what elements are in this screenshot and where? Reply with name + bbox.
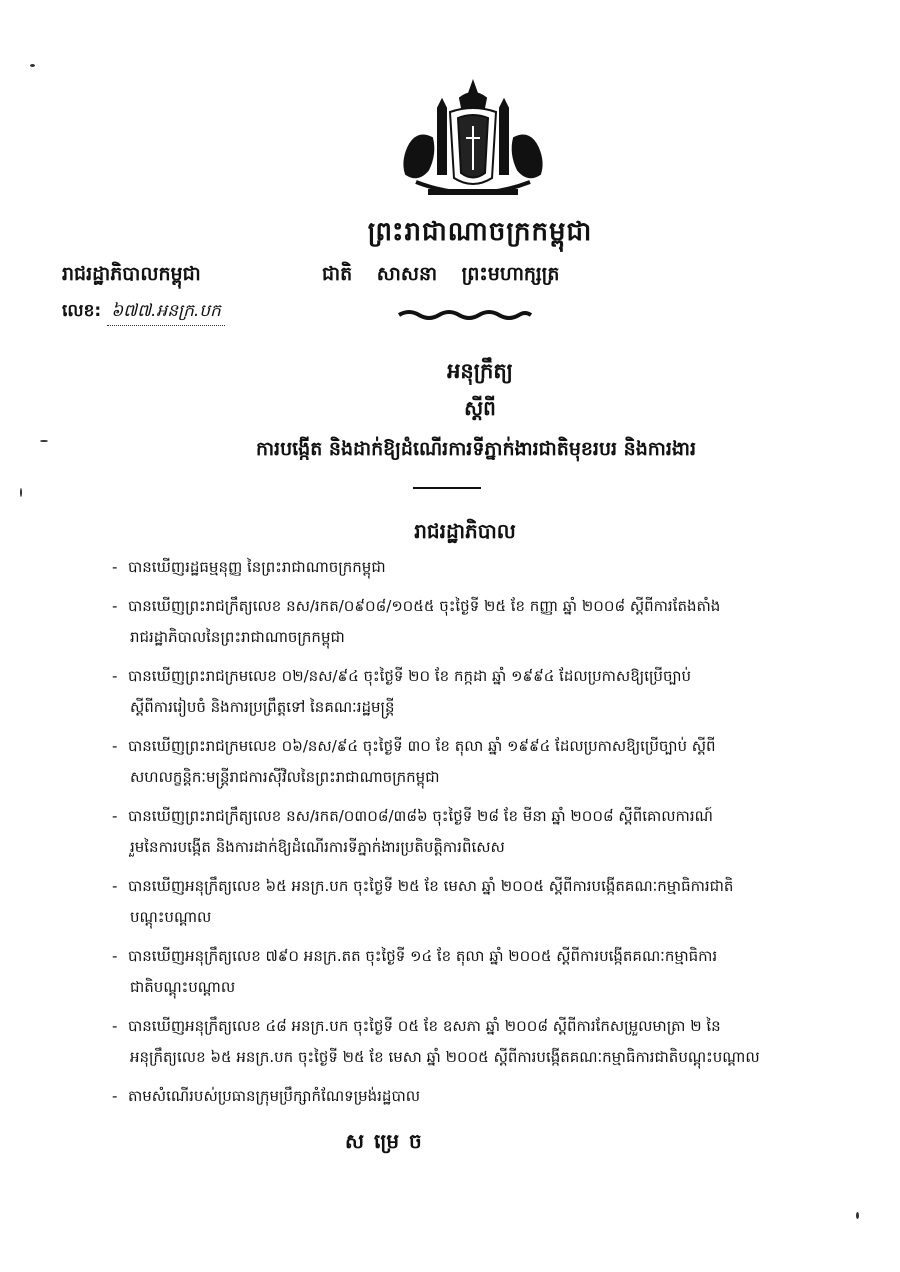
authority-heading: រាជរដ្ឋាភិបាល	[414, 519, 516, 543]
list-item-continuation: រួមនៃការបង្កើត និងការដាក់ឱ្យដំណើរការទីភ្នាក់ងារប្រតិបត្តិការពិសេស	[130, 838, 505, 856]
document-type: អនុក្រឹត្យ	[447, 359, 513, 383]
about-label: ស្តីពី	[464, 396, 496, 420]
scan-speck	[20, 488, 22, 497]
scan-speck	[40, 440, 48, 442]
document-subject: ការបង្កើត និងដាក់ឱ្យដំណើរការទីភ្នាក់ងារជាតិមុខរបរ និងការងារ	[255, 438, 697, 460]
royal-coat-of-arms-icon	[388, 78, 558, 210]
list-dash: -	[112, 1087, 118, 1105]
list-item	[112, 801, 882, 863]
title-divider	[413, 487, 481, 489]
considerations-list	[112, 552, 882, 1120]
list-item-continuation: ជាតិបណ្តុះបណ្តាល	[130, 978, 236, 996]
list-item	[112, 552, 882, 583]
list-item-continuation: សហលក្ខន្តិកៈមន្ត្រីរាជការស៊ីវិលនៃព្រះរាជាណាចក្រកម្ពុជា	[130, 768, 440, 786]
ornament-divider-icon	[395, 308, 535, 322]
list-item-text: តាមសំណើរបស់ប្រធានក្រុមប្រឹក្សាកំណែទម្រង់រដ្ឋបាល	[128, 1087, 421, 1105]
list-item	[112, 871, 882, 933]
list-item-continuation: អនុក្រឹត្យលេខ ៦៥ អនក្រ.បក ចុះថ្ងៃទី ២៥ ខែ មេសា ឆ្នាំ ២០០៥ ស្តីពីការបង្កើតគណៈកម្មាធិការជាតិបណ្តុះបណ្តាល	[130, 1048, 760, 1066]
list-item-continuation: ស្តីពីការរៀបចំ និងការប្រព្រឹត្តទៅ នៃគណៈរដ្ឋមន្ត្រី	[130, 698, 395, 716]
list-dash: -	[112, 1017, 118, 1035]
list-item	[112, 1081, 882, 1112]
list-item-text: បានឃើញអនុក្រឹត្យលេខ ៧៩០ អនក្រ.តត ចុះថ្ងៃទី ១៤ ខែ តុលា ឆ្នាំ ២០០៥ ស្តីពីការបង្កើតគណៈកម្មាធិការ	[128, 947, 718, 965]
list-dash: -	[112, 807, 118, 825]
list-item	[112, 731, 882, 793]
scan-speck	[30, 64, 35, 67]
list-item-text: បានឃើញព្រះរាជក្រឹត្យលេខ នស/រកត/០៣០៨/៣៨៦ ចុះថ្ងៃទី ២៨ ខែ មីនា ឆ្នាំ ២០០៨ ស្តីពីគោលការណ៍	[128, 807, 713, 825]
list-item-continuation: បណ្តុះបណ្តាល	[130, 908, 212, 926]
list-dash: -	[112, 558, 118, 576]
list-item	[112, 591, 882, 653]
list-item-text: បានឃើញព្រះរាជក្រមលេខ ០២/នស/៩៤ ចុះថ្ងៃទី ២០ ខែ កក្កដា ឆ្នាំ ១៩៩៤ ដែលប្រកាសឱ្យប្រើច្បាប់	[128, 667, 691, 685]
issuing-authority: រាជរដ្ឋាភិបាលកម្ពុជា	[62, 263, 201, 285]
list-item-text: បានឃើញរដ្ឋធម្មនុញ្ញ នៃព្រះរាជាណាចក្រកម្ពុជា	[128, 558, 386, 576]
list-item-text: បានឃើញអនុក្រឹត្យលេខ ៤៨ អនក្រ.បក ចុះថ្ងៃទី ០៥ ខែ ឧសភា ឆ្នាំ ២០០៨ ស្តីពីការកែសម្រួលមាត្រា ២ នៃ	[128, 1017, 721, 1035]
list-dash: -	[112, 947, 118, 965]
list-dash: -	[112, 597, 118, 615]
kingdom-title: ព្រះរាជាណាចក្រកម្ពុជា	[367, 217, 593, 247]
list-item	[112, 661, 882, 723]
document-number	[62, 300, 225, 326]
list-item-text: បានឃើញព្រះរាជក្រឹត្យលេខ នស/រកត/០៩០៨/១០៥៥ ចុះថ្ងៃទី ២៥ ខែ កញ្ញា ឆ្នាំ ២០០៨ ស្តីពីការតែងតាំង	[128, 597, 721, 615]
scan-speck	[856, 1212, 859, 1219]
list-item	[112, 1011, 882, 1073]
list-item	[112, 941, 882, 1003]
list-dash: -	[112, 737, 118, 755]
list-item-continuation: រាជរដ្ឋាភិបាលនៃព្រះរាជាណាចក្រកម្ពុជា	[130, 628, 345, 646]
decision-heading: សម្រេច	[345, 1129, 432, 1153]
list-dash: -	[112, 877, 118, 895]
document-number-value: ៦៧៧.អនក្រ.បក	[107, 300, 225, 326]
list-dash: -	[112, 667, 118, 685]
document-number-label: លេខ:	[62, 301, 102, 321]
list-item-text: បានឃើញព្រះរាជក្រមលេខ ០៦/នស/៩៤ ចុះថ្ងៃទី ៣០ ខែ តុលា ឆ្នាំ ១៩៩៤ ដែលប្រកាសឱ្យប្រើច្បាប់ ស្តីពី	[128, 737, 716, 755]
national-motto: ជាតិ សាសនា ព្រះមហាក្សត្រ	[322, 263, 560, 285]
list-item-text: បានឃើញអនុក្រឹត្យលេខ ៦៥ អនក្រ.បក ចុះថ្ងៃទី ២៥ ខែ មេសា ឆ្នាំ ២០០៥ ស្តីពីការបង្កើតគណៈកម្មាធិការជាតិ	[128, 877, 734, 895]
